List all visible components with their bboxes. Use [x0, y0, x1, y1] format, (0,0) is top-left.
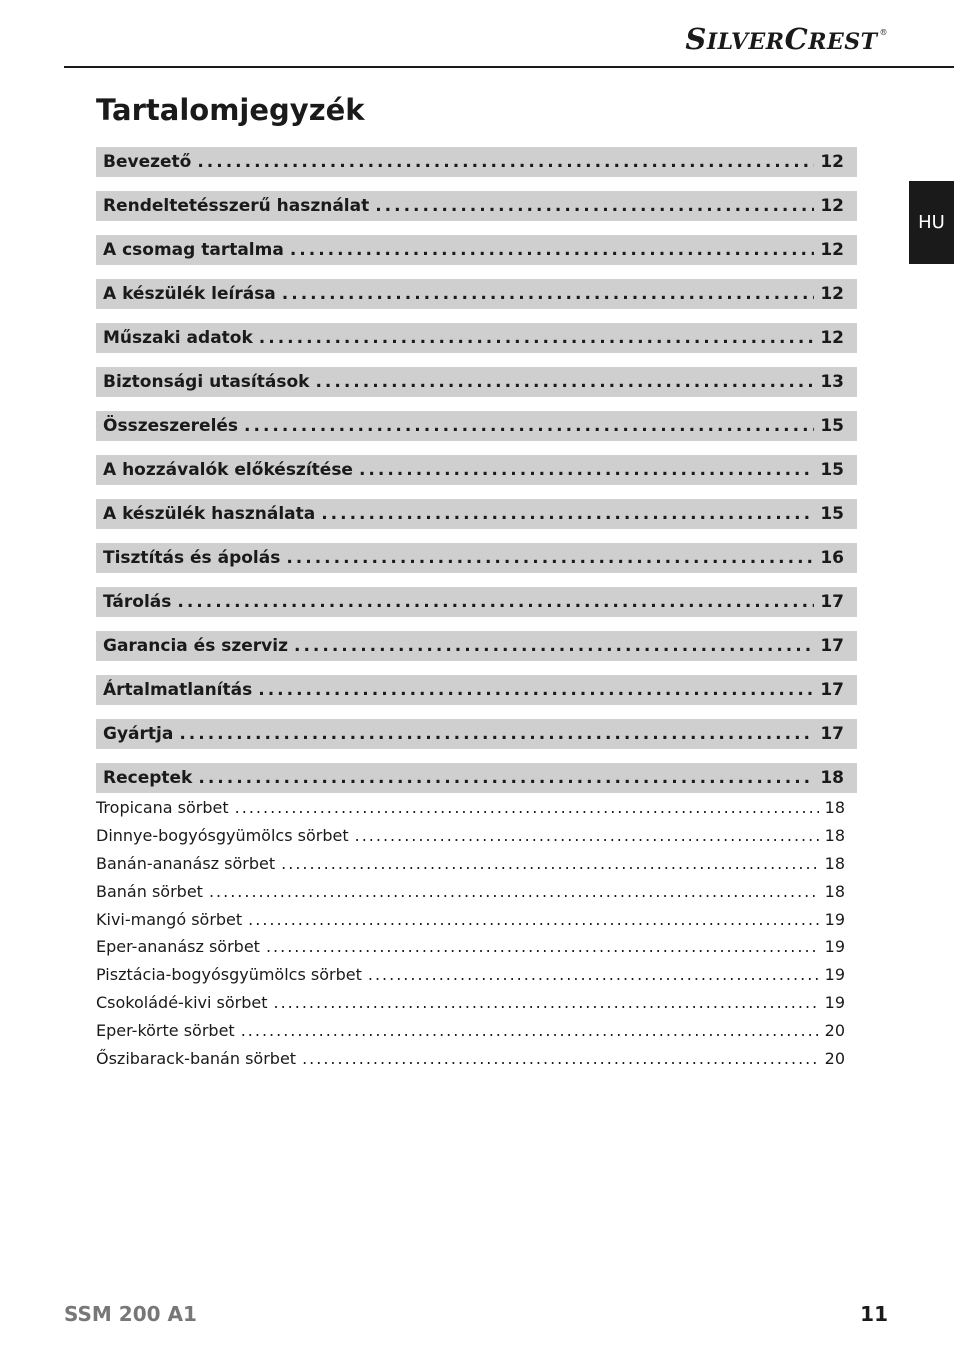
toc-leader: [286, 548, 814, 568]
toc-entry-page: 17: [820, 636, 844, 656]
toc-entry-label: Bevezető: [103, 152, 192, 172]
toc-entry-label: Receptek: [103, 768, 193, 788]
header-rule: [64, 66, 954, 68]
toc-entry-page: 17: [820, 592, 844, 612]
toc-leader: [258, 680, 814, 700]
toc-entry-label: A hozzávalók előkészítése: [103, 460, 353, 480]
toc-entry-label: Biztonsági utasítások: [103, 372, 310, 392]
toc-subentry-page: 18: [824, 798, 845, 818]
toc-entry-page: 13: [820, 372, 844, 392]
toc-leader: [290, 240, 815, 260]
logo-letter: C: [784, 22, 809, 56]
toc-entry-page: 17: [820, 724, 844, 744]
toc-subentry-page: 18: [824, 853, 845, 873]
toc-entry[interactable]: [96, 675, 857, 705]
toc-entry-page: 15: [820, 416, 844, 436]
toc-entry[interactable]: [96, 411, 857, 441]
toc-subentry-label: Banán sörbet: [96, 881, 203, 901]
toc-leader: [281, 854, 819, 873]
toc-entry-label: Összeszerelés: [103, 416, 239, 436]
toc-subentry-label: Kivi-mangó sörbet: [96, 909, 243, 929]
toc-main-list: [96, 147, 857, 793]
toc-leader: [177, 592, 814, 612]
toc-subentry[interactable]: [96, 822, 845, 850]
toc-subentry-label: Dinnye-bogyósgyümölcs sörbet: [96, 826, 349, 846]
toc-leader: [368, 965, 819, 984]
toc-entry[interactable]: [96, 191, 857, 221]
toc-entry-page: 12: [820, 240, 844, 260]
toc-entry[interactable]: [96, 235, 857, 265]
toc-leader: [209, 882, 819, 901]
footer-page-number: 11: [860, 1302, 888, 1326]
toc-leader: [248, 910, 818, 929]
toc-leader: [274, 993, 819, 1012]
toc-subentry-page: 20: [824, 1048, 845, 1068]
toc-subentry[interactable]: [96, 961, 845, 989]
toc-subentry[interactable]: [96, 905, 845, 933]
toc-subentry[interactable]: [96, 850, 845, 878]
toc-entry[interactable]: [96, 279, 857, 309]
toc-entry[interactable]: [96, 719, 857, 749]
toc-entry-label: Tárolás: [103, 592, 172, 612]
toc-entry-page: 15: [820, 460, 844, 480]
toc-subentry-label: Eper-ananász sörbet: [96, 937, 260, 957]
toc-leader: [266, 937, 819, 956]
toc-leader: [241, 1021, 819, 1040]
footer-model: SSM 200 A1: [64, 1302, 197, 1326]
toc-subentry-page: 18: [824, 826, 845, 846]
toc-entry[interactable]: [96, 543, 857, 573]
language-tab: HU: [909, 181, 954, 264]
toc-sub-list: [96, 794, 845, 1072]
toc-leader: [359, 460, 814, 480]
toc-entry[interactable]: [96, 147, 857, 177]
toc-subentry-label: Eper-körte sörbet: [96, 1020, 235, 1040]
toc-subentry[interactable]: [96, 933, 845, 961]
logo-letters: ILVER: [706, 29, 785, 55]
toc-leader: [179, 724, 814, 744]
toc-entry-page: 12: [820, 196, 844, 216]
toc-subentry-page: 20: [824, 1020, 845, 1040]
toc-leader: [294, 636, 814, 656]
toc-entry-page: 12: [820, 284, 844, 304]
toc-subentry-page: 19: [824, 937, 845, 957]
toc-entry[interactable]: [96, 323, 857, 353]
toc-leader: [259, 328, 815, 348]
page-title: Tartalomjegyzék: [96, 93, 365, 127]
registered-mark: ®: [879, 28, 888, 37]
toc-subentry-page: 19: [824, 992, 845, 1012]
toc-entry-label: Ártalmatlanítás: [103, 680, 253, 700]
toc-entry-page: 12: [820, 152, 844, 172]
toc-entry[interactable]: [96, 763, 857, 793]
toc-subentry[interactable]: [96, 794, 845, 822]
logo-letters: REST: [808, 29, 878, 55]
toc-leader: [197, 152, 814, 172]
toc-leader: [321, 504, 814, 524]
toc-leader: [355, 826, 819, 845]
toc-leader: [282, 284, 815, 304]
toc-leader: [198, 768, 814, 788]
toc-entry-label: Gyártja: [103, 724, 174, 744]
toc-subentry[interactable]: [96, 1016, 845, 1044]
toc-subentry-page: 19: [824, 909, 845, 929]
toc-subentry-page: 18: [824, 881, 845, 901]
toc-subentry[interactable]: [96, 989, 845, 1017]
toc-entry[interactable]: [96, 631, 857, 661]
brand-logo: [685, 22, 888, 56]
toc-entry-page: 17: [820, 680, 844, 700]
toc-entry-label: Tisztítás és ápolás: [103, 548, 281, 568]
toc-subentry-label: Tropicana sörbet: [96, 798, 229, 818]
toc-entry-label: Rendeltetésszerű használat: [103, 196, 370, 216]
toc-entry-page: 18: [820, 768, 844, 788]
toc-subentry-page: 19: [824, 965, 845, 985]
toc-subentry-label: Banán-ananász sörbet: [96, 853, 276, 873]
logo-letter: S: [685, 22, 707, 56]
toc-subentry-label: Őszibarack-banán sörbet: [96, 1048, 297, 1068]
toc-entry-label: Garancia és szerviz: [103, 636, 288, 656]
toc-entry-label: A készülék leírása: [103, 284, 276, 304]
toc-entry[interactable]: [96, 499, 857, 529]
toc-entry-label: A csomag tartalma: [103, 240, 284, 260]
toc-leader: [302, 1049, 819, 1068]
toc-subentry-label: Csokoládé-kivi sörbet: [96, 992, 268, 1012]
toc-entry[interactable]: [96, 455, 857, 485]
toc-leader: [375, 196, 814, 216]
toc-entry[interactable]: [96, 587, 857, 617]
toc-entry[interactable]: [96, 367, 857, 397]
toc-subentry-label: Pisztácia-bogyósgyümölcs sörbet: [96, 965, 362, 985]
toc-subentry[interactable]: [96, 877, 845, 905]
toc-leader: [235, 798, 819, 817]
toc-entry-page: 15: [820, 504, 844, 524]
toc-entry-page: 16: [820, 548, 844, 568]
toc-entry-label: Műszaki adatok: [103, 328, 253, 348]
toc-entry-label: A készülék használata: [103, 504, 316, 524]
toc-leader: [315, 372, 814, 392]
toc-leader: [244, 416, 814, 436]
toc-entry-page: 12: [820, 328, 844, 348]
toc-subentry[interactable]: [96, 1044, 845, 1072]
